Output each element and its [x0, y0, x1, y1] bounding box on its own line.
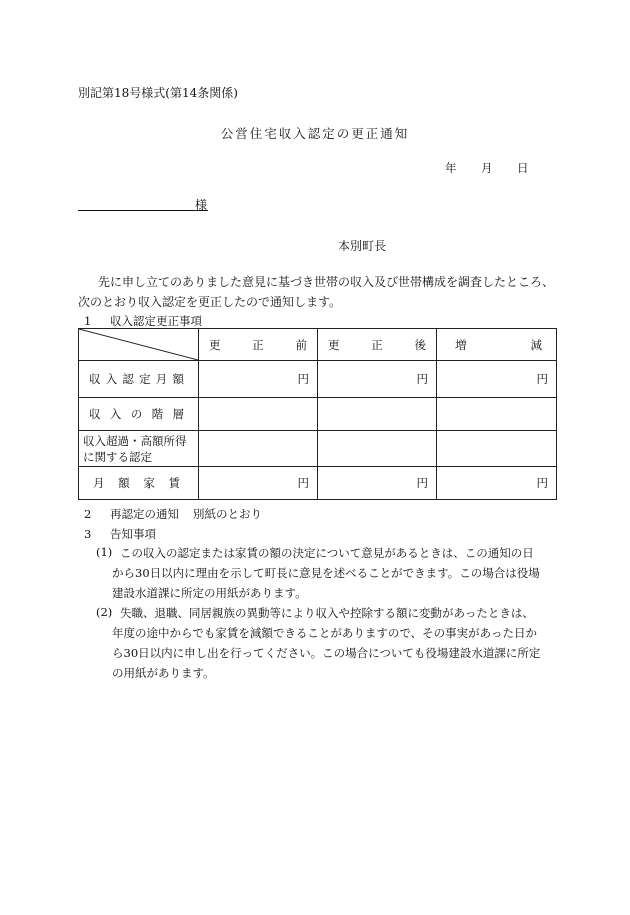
document-title: 公営住宅収入認定の更正通知	[220, 126, 410, 141]
notice-line: この収入の認定または家賃の額の決定について意見があるときは、この通知の日	[120, 546, 534, 560]
table-row	[79, 467, 557, 500]
revision-table	[78, 328, 557, 500]
notice-number: (2)	[96, 605, 113, 619]
addressee-name-line	[78, 210, 208, 211]
cell-before	[199, 398, 318, 431]
table-header-row	[79, 329, 557, 361]
cell-diff: 円	[437, 361, 557, 398]
table-row	[79, 431, 557, 467]
cell-after	[318, 398, 437, 431]
cell-before	[199, 431, 318, 467]
header-before-revision: 更 正 前	[199, 329, 318, 361]
section-2-text: 別紙のとおり	[193, 507, 262, 521]
cell-before: 円	[199, 361, 318, 398]
section-1-title: 収入認定更正事項	[110, 314, 202, 328]
section-2-title: 再認定の通知	[110, 507, 179, 521]
addressee-suffix: 様	[195, 198, 208, 212]
notice-line: の用紙があります。	[112, 666, 215, 680]
cell-after: 円	[318, 361, 437, 398]
notice-line: から30日以内に理由を示して町長に意見を述べることができます。この場合は役場	[112, 566, 540, 580]
notice-line: ら30日以内に申し出を行ってください。この場合についても役場建設水道課に所定	[112, 646, 541, 660]
date-day-label: 日	[517, 161, 529, 175]
section-3-title: 告知事項	[110, 527, 156, 541]
section-1-heading	[84, 313, 202, 329]
diagonal-line	[79, 329, 198, 360]
section-3-heading	[84, 526, 156, 542]
row-label-monthly-rent: 月 額 家 賃	[79, 467, 199, 500]
row-label-income-bracket: 収 入 の 階 層	[79, 398, 199, 431]
header-after-revision: 更 正 後	[318, 329, 437, 361]
cell-diff	[437, 398, 557, 431]
section-1-number: 1	[84, 314, 92, 328]
row-label-excess-income-certification: 収入超過・高額所得 に関する認定	[79, 431, 199, 467]
cell-before: 円	[199, 467, 318, 500]
notice-line: 建設水道課に所定の用紙があります。	[112, 586, 307, 600]
body-text-line-2: 次のとおり収入認定を更正したので通知します。	[78, 295, 342, 309]
section-3-number: 3	[84, 527, 92, 541]
cell-after: 円	[318, 467, 437, 500]
notice-line: 失職、退職、同居親族の異動等により収入や控除する額に変動があったときは、	[120, 606, 534, 620]
cell-after	[318, 431, 437, 467]
date-month-label: 月	[481, 161, 493, 175]
body-text-line-1: 先に申し立てのありました意見に基づき世帯の収入及び世帯構成を調査したところ、	[98, 275, 555, 289]
cell-diff: 円	[437, 467, 557, 500]
notice-line: 年度の途中からでも家賃を減額できることがありますので、その事実があった日か	[112, 626, 538, 640]
header-increase-decrease: 増 減	[437, 329, 557, 361]
notice-number: (1)	[96, 545, 113, 559]
table-row	[79, 398, 557, 431]
section-2-number: 2	[84, 507, 92, 521]
table-row	[79, 361, 557, 398]
date-year-label: 年	[445, 161, 457, 175]
sender-name: 本別町長	[338, 239, 387, 253]
section-2-heading	[84, 506, 262, 522]
diagonal-corner-cell	[79, 329, 199, 361]
row-label-certified-monthly-income: 収 入 認 定 月 額	[79, 361, 199, 398]
cell-diff	[437, 431, 557, 467]
form-number: 別記第18号様式(第14条関係)	[78, 86, 238, 100]
